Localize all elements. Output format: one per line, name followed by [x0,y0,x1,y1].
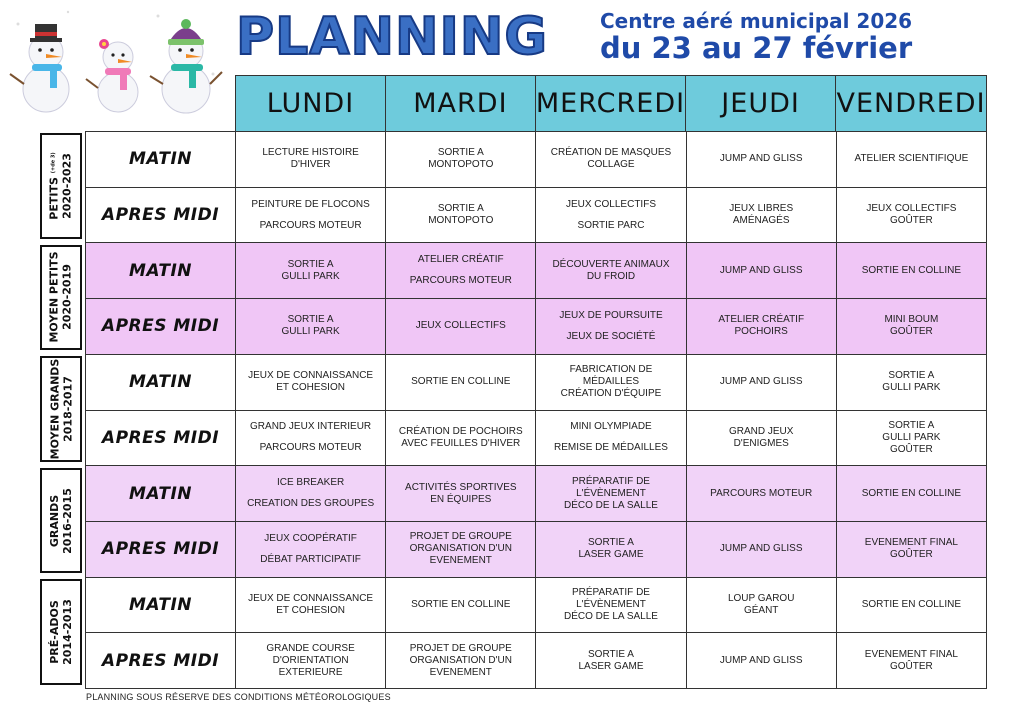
activity-line: EVENEMENT FINAL [864,537,958,549]
activity-cell [236,188,386,244]
activity-line: EVENEMENT [429,666,492,678]
group-years: 2014-2013 [61,599,75,666]
activity-cell [536,243,686,299]
activity-cell [536,466,686,522]
activity-line: LASER GAME [578,549,644,561]
activity-line: DÉCO DE LA SALLE [564,499,658,511]
period-label: MATIN [86,578,236,634]
activity-line: JUMP AND GLISS [719,153,803,165]
group-label [40,468,82,574]
activity-cell [536,411,686,467]
activity-line: JEUX DE SOCIÉTÉ [566,330,656,342]
activity-line: GULLI PARK [281,326,340,338]
activity-line: ATELIER CRÉATIF [417,254,504,266]
group-label [40,579,82,685]
activity-line: SORTIE EN COLLINE [411,376,511,388]
activity-line: SORTIE PARC [577,219,645,231]
schedule-table [85,131,987,689]
activity-line: GOÛTER [889,326,933,338]
activity-line: DÉCOUVERTE ANIMAUX [552,258,670,270]
activity-line: GULLI PARK [281,270,340,282]
activity-line: CRÉATION D'ÉQUIPE [560,388,662,400]
activity-cell [236,466,386,522]
subtitle-center: Centre aéré municipal 2026 [600,9,913,33]
group-label [40,245,82,351]
activity-line: EXTERIEURE [278,666,343,678]
activity-cell [837,633,987,689]
activity-line: JEUX DE CONNAISSANCE [248,370,374,382]
activity-line: GOÛTER [889,443,933,455]
activity-line: GOÛTER [890,215,933,227]
activity-cell [386,188,536,244]
activity-cell [386,243,536,299]
activity-line: EVENEMENT [429,555,492,567]
footer-note: PLANNING SOUS RÉSERVE DES CONDITIONS MÉTÉOROLOGIQUES [86,692,391,702]
activity-line: LOUP GAROU [727,592,795,604]
activity-line: PRÉPARATIF DE [571,586,650,598]
activity-line: MONTOPOTO [428,159,494,171]
group-years: 2020-2023 [61,152,74,219]
activity-cell [837,522,987,578]
activity-line: AMÉNAGÉS [732,215,790,227]
activity-line: L'ÉVÈNEMENT [576,598,646,610]
period-label: APRES MIDI [86,522,236,578]
activity-line: GULLI PARK [882,382,941,394]
activity-cell [687,188,837,244]
day-header-jeudi: JEUDI [686,76,836,131]
period-label: APRES MIDI [86,411,236,467]
activity-line: D'ORIENTATION [272,654,349,666]
activity-line: SORTIE EN COLLINE [861,487,962,499]
activity-cell [386,522,536,578]
activity-cell [837,355,987,411]
activity-line: SORTIE A [437,203,484,215]
activity-line: JEUX COOPÉRATIF [264,532,357,544]
activity-line: JUMP AND GLISS [719,264,803,276]
activity-line: PROJET DE GROUPE [409,642,512,654]
subtitle [600,10,1020,64]
activity-cell [236,633,386,689]
snowmen-illustration [8,4,223,116]
group-name: MOYEN PETITS [48,251,61,343]
activity-line: GULLI PARK [882,431,941,443]
group-label-text [48,252,74,343]
activity-line: D'HIVER [290,159,331,171]
activity-line: SORTIE A [287,314,334,326]
group-label-text [48,488,74,554]
group-label-text [48,359,74,460]
activity-cell [386,578,536,634]
activity-cell [236,132,386,188]
group-years: 2018-2017 [61,376,75,442]
activity-cell [386,355,536,411]
activity-line: EVENEMENT FINAL [864,648,958,660]
activity-line: JEUX COLLECTIFS [565,198,656,210]
activity-cell [536,299,686,355]
day-header-lundi: LUNDI [236,76,386,131]
activity-line: PARCOURS MOTEUR [259,219,362,231]
day-header-mercredi: MERCREDI [536,76,686,131]
group-label-text [48,599,74,665]
activity-line: MINI OLYMPIADE [570,421,652,433]
period-label: MATIN [86,466,236,522]
activity-line: FABRICATION DE [569,364,653,376]
activity-line: LECTURE HISTOIRE [262,147,359,159]
activity-line: GOÛTER [889,549,933,561]
group-label [40,133,82,239]
activity-cell [837,299,987,355]
activity-cell [236,411,386,467]
activity-cell [536,633,686,689]
activity-line: ICE BREAKER [276,477,345,489]
activity-line: SORTIE A [888,370,935,382]
activity-line: SORTIE EN COLLINE [861,264,962,276]
activity-line: D'ENIGMES [733,437,789,449]
activity-cell [386,132,536,188]
activity-line: CREATION DES GROUPES [247,498,375,510]
group-name: PRÉ-ADOS [48,600,62,664]
period-label: APRES MIDI [86,299,236,355]
activity-cell [236,243,386,299]
activity-line: PEINTURE DE FLOCONS [251,198,370,210]
activity-line: PARCOURS MOTEUR [710,487,813,499]
activity-line: DU FROID [586,270,636,282]
activity-line: REMISE DE MÉDAILLES [554,442,668,454]
activity-cell [386,633,536,689]
activity-cell [386,299,536,355]
activity-line: GOÛTER [889,660,933,672]
activity-cell [236,522,386,578]
activity-line: SORTIE EN COLLINE [861,598,962,610]
activity-line: MINI BOUM [884,314,939,326]
activity-cell [837,466,987,522]
activity-line: PARCOURS MOTEUR [259,442,362,454]
group-name: GRANDS [48,494,62,547]
activity-line: SORTIE A [588,648,634,660]
period-label: MATIN [86,243,236,299]
group-label-text [48,152,74,219]
activity-line: JEUX COLLECTIFS [866,203,957,215]
activity-line: JUMP AND GLISS [719,654,803,666]
activity-cell [687,132,837,188]
activity-line: JEUX COLLECTIFS [415,320,506,332]
activity-line: JEUX DE CONNAISSANCE [248,592,374,604]
activity-line: ET COHESION [276,604,345,616]
activity-line: COLLAGE [587,159,635,171]
activity-line: SORTIE A [588,537,634,549]
group-column [40,131,83,689]
activity-line: GRAND JEUX INTERIEUR [250,421,372,433]
activity-line: GÉANT [743,604,779,616]
activity-line: AVEC FEUILLES D'HIVER [401,437,521,449]
group-label [40,356,82,462]
group-name: MOYEN GRANDS [48,358,62,460]
activity-line: SORTIE A [437,147,484,159]
activity-line: ET COHESION [276,382,345,394]
activity-cell [687,411,837,467]
activity-line: JUMP AND GLISS [719,376,803,388]
activity-line: LASER GAME [578,660,644,672]
activity-cell [536,132,686,188]
activity-cell [536,188,686,244]
activity-line: DÉCO DE LA SALLE [564,610,658,622]
activity-line: PARCOURS MOTEUR [409,275,512,287]
activity-line: ORGANISATION D'UN [409,543,512,555]
activity-cell [837,578,987,634]
activity-cell [687,466,837,522]
activity-line: CRÉATION DE MASQUES [550,147,672,159]
group-name: PETITS [48,176,61,220]
activity-cell [837,188,987,244]
day-header-vendredi: VENDREDI [836,76,986,131]
activity-cell [386,466,536,522]
subtitle-dates: du 23 au 27 février [600,31,913,65]
activity-cell [236,578,386,634]
activity-line: ACTIVITÉS SPORTIVES [405,481,517,493]
activity-line: SORTIE A [287,258,334,270]
activity-line: SORTIE EN COLLINE [411,598,511,610]
activity-cell [687,243,837,299]
activity-line: POCHOIRS [734,326,788,338]
activity-cell [687,578,837,634]
period-label: APRES MIDI [86,633,236,689]
activity-line: JEUX DE POURSUITE [559,309,663,321]
page-title: PLANNING [236,7,549,67]
activity-cell [687,355,837,411]
activity-cell [236,299,386,355]
activity-line: ORGANISATION D'UN [409,654,512,666]
activity-cell [687,299,837,355]
activity-line: EN ÉQUIPES [430,493,492,505]
day-header-row [235,75,987,131]
group-years: 2016-2015 [61,487,75,554]
activity-cell [837,132,987,188]
activity-cell [536,522,686,578]
activity-line: CRÉATION DE POCHOIRS [398,425,523,437]
activity-line: ATELIER CRÉATIF [718,314,805,326]
activity-line: SORTIE A [888,419,935,431]
activity-line: L'ÉVÈNEMENT [576,487,646,499]
activity-line: JUMP AND GLISS [719,543,803,555]
activity-cell [837,411,987,467]
period-label: APRES MIDI [86,188,236,244]
activity-line: MÉDAILLES [582,376,640,388]
activity-cell [536,578,686,634]
activity-cell [687,522,837,578]
group-note: (+de 3) [51,152,57,174]
day-header-mardi: MARDI [386,76,536,131]
activity-line: PRÉPARATIF DE [571,475,650,487]
activity-line: JEUX LIBRES [729,203,794,215]
period-label: MATIN [86,132,236,188]
activity-cell [687,633,837,689]
activity-cell [386,411,536,467]
activity-line: ATELIER SCIENTIFIQUE [854,153,969,165]
activity-line: GRAND JEUX [728,425,794,437]
activity-line: MONTOPOTO [428,215,494,227]
activity-line: GRANDE COURSE [266,642,355,654]
period-label: MATIN [86,355,236,411]
activity-line: PROJET DE GROUPE [409,531,512,543]
group-years: 2020-2019 [61,264,74,331]
activity-line: DÉBAT PARTICIPATIF [260,553,361,565]
activity-cell [837,243,987,299]
activity-cell [236,355,386,411]
activity-cell [536,355,686,411]
